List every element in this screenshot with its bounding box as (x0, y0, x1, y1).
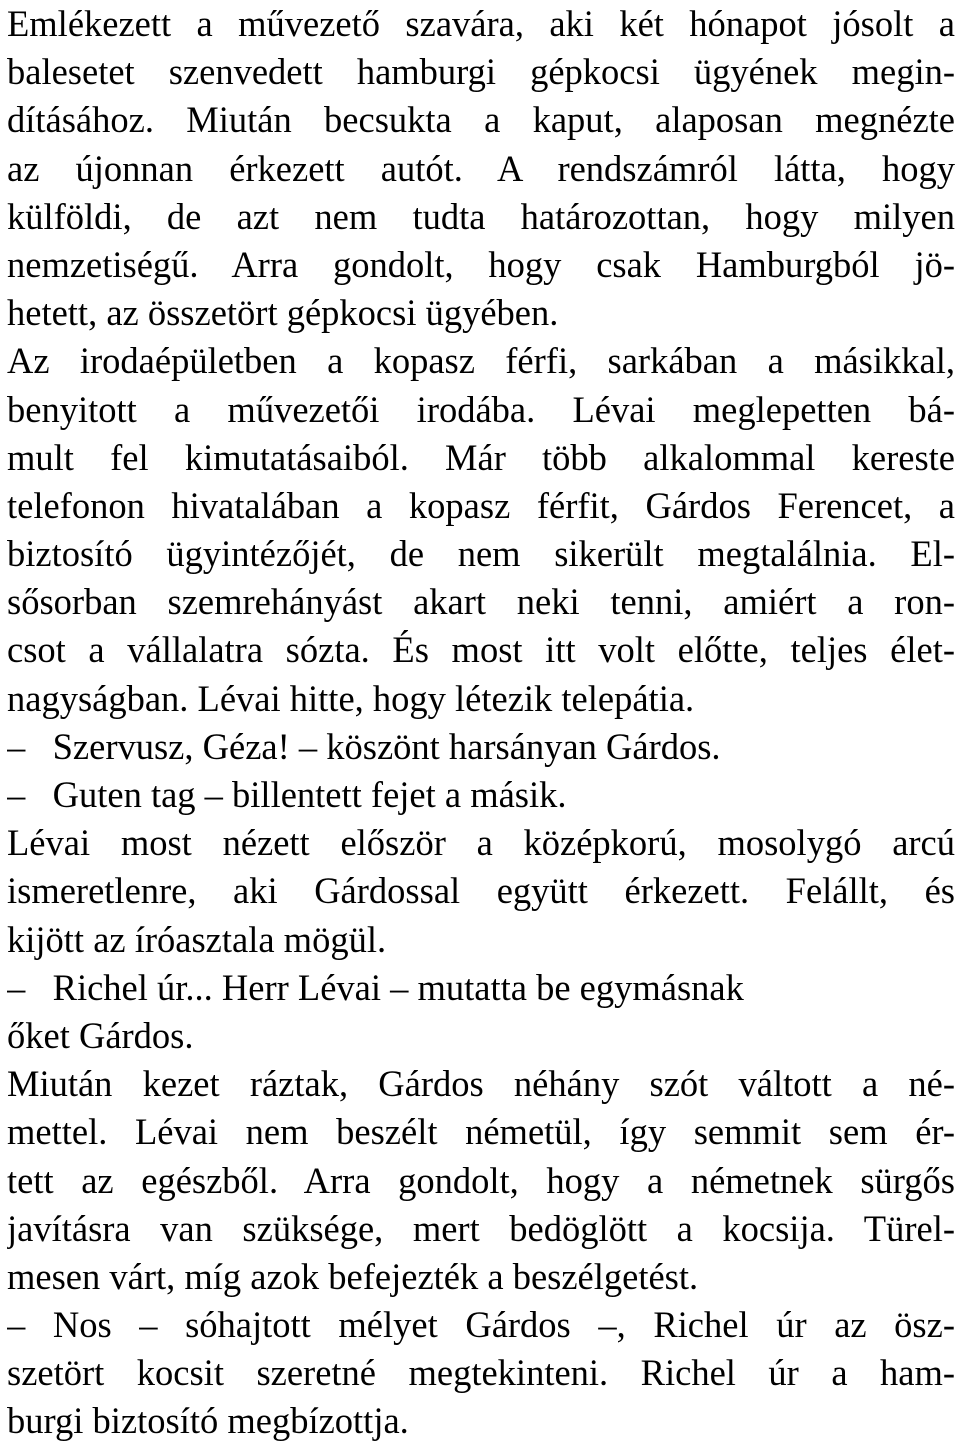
text-line: mettel. Lévai nem beszélt németül, így semmit sem ér- (7, 1111, 955, 1153)
text-line: szetört kocsit szeretné megtekinteni. Richel úr a ham- (7, 1352, 955, 1394)
text-line: telefonon hivatalában a kopasz férfit, Gárdos Ferencet, a (7, 484, 955, 526)
text-line: sősorban szemrehányást akart neki tenni, amiért a ron- (7, 581, 955, 623)
text-line: kijött az íróasztala mögül. (7, 918, 387, 960)
text-line: mult fel kimutatásaiból. Már több alkalommal kereste (7, 436, 955, 478)
text-line: külföldi, de azt nem tudta határozottan, hogy milyen (7, 195, 955, 237)
text-line: tett az egészből. Arra gondolt, hogy a németnek sürgős (7, 1159, 955, 1201)
text-line: Az irodaépületben a kopasz férfi, sarkában a másikkal, (7, 340, 955, 382)
text-line: – Guten tag – billentett fejet a másik. (7, 774, 567, 815)
text-line: javításra van szüksége, mert bedöglött a kocsija. Türel- (7, 1207, 955, 1249)
text-line: ismeretlenre, aki Gárdossal együtt érkezett. Felállt, és (7, 870, 955, 912)
text-line: burgi biztosító megbízottja. (7, 1400, 409, 1442)
text-line: – Richel úr... Herr Lévai – mutatta be egymásnak (7, 966, 744, 1008)
text-line: hetett, az összetört gépkocsi ügyében. (7, 292, 559, 334)
text-line: – Nos – sóhajtott mélyet Gárdos –, Richel úr az ösz- (7, 1304, 955, 1346)
text-line: Emlékezett a művezető szavára, aki két hónapot jósolt a (7, 3, 955, 44)
text-line: benyitott a művezetői irodába. Lévai meglepetten bá- (7, 388, 955, 430)
text-line: Lévai most nézett először a középkorú, mosolygó arcú (7, 822, 955, 864)
text-line: biztosító ügyintézőjét, de nem sikerült megtalálnia. El- (7, 533, 955, 575)
body-text (7, 0, 955, 1446)
text-line: dításához. Miután becsukta a kaput, alaposan megnézte (7, 99, 955, 141)
text-line: őket Gárdos. (7, 1014, 194, 1056)
text-line: mesen várt, míg azok befejezték a beszélgetést. (7, 1255, 699, 1297)
text-line: – Szervusz, Géza! – köszönt harsányan Gárdos. (7, 725, 721, 767)
text-line: balesetet szenvedett hamburgi gépkocsi ügyének megin- (7, 51, 955, 93)
text-line: Miután kezet ráztak, Gárdos néhány szót váltott a né- (7, 1063, 955, 1105)
text-line: nemzetiségű. Arra gondolt, hogy csak Hamburgból jö- (7, 243, 955, 285)
text-line: csot a vállalatra sózta. És most itt volt előtte, teljes élet- (7, 629, 955, 671)
text-line: nagyságban. Lévai hitte, hogy létezik telepátia. (7, 677, 695, 719)
text-line: az újonnan érkezett autót. A rendszámról látta, hogy (7, 147, 955, 189)
